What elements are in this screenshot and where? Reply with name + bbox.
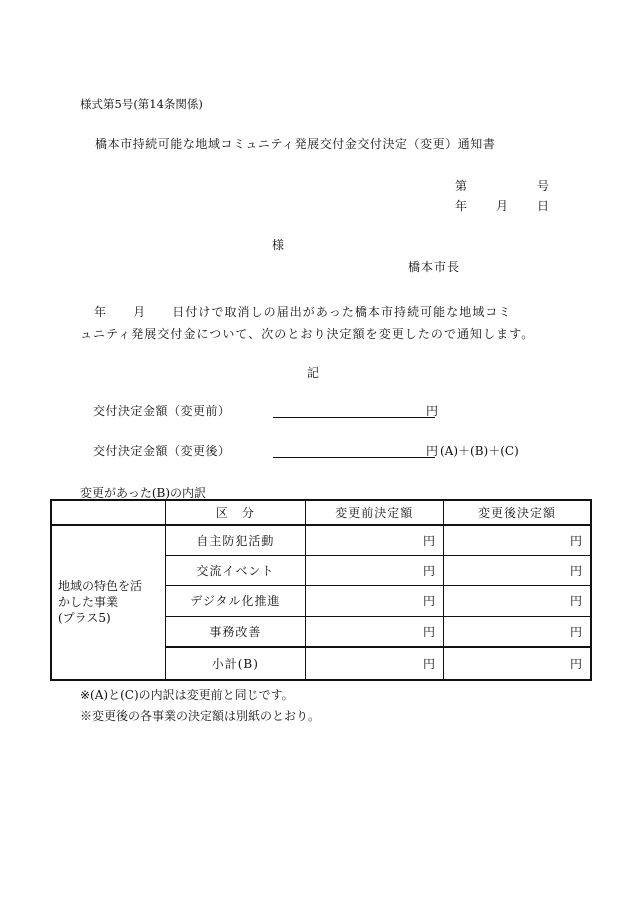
- before-amount: 円: [305, 616, 443, 647]
- category-line: かした事業: [58, 595, 119, 610]
- item-name: デジタル化推進: [166, 586, 305, 616]
- subtotal-label: 小計(B): [166, 647, 305, 680]
- amount-before-unit: 円: [426, 404, 439, 418]
- after-amount: 円: [444, 616, 591, 647]
- item-name: 交流イベント: [166, 556, 305, 586]
- header-category: 区 分: [166, 500, 305, 525]
- date-day: 日: [537, 199, 550, 213]
- form-number: 様式第5号(第14条関係): [80, 97, 203, 111]
- date-year: 年: [455, 199, 468, 213]
- breakdown-table: [50, 499, 592, 681]
- amount-after-label: 交付決定金額（変更後）: [93, 444, 231, 458]
- category-cell: [51, 525, 166, 680]
- subtotal-before: 円: [305, 647, 443, 680]
- after-amount: 円: [444, 586, 591, 616]
- item-name: 事務改善: [166, 616, 305, 647]
- table-row: [51, 525, 591, 556]
- before-amount: 円: [305, 586, 443, 616]
- header-after: 変更後決定額: [444, 500, 591, 525]
- item-name: 自主防犯活動: [166, 525, 305, 556]
- header-blank: [51, 500, 166, 525]
- before-amount: 円: [305, 556, 443, 586]
- note-1: ※(A)と(C)の内訳は変更前と同じです。: [80, 688, 294, 702]
- after-amount: 円: [444, 525, 591, 556]
- amount-before-row: [93, 402, 231, 419]
- after-amount: 円: [444, 556, 591, 586]
- date-month: 月: [496, 199, 509, 213]
- body-line-1: 年 月 日付けで取消しの届出があった橋本市持続可能な地域コミ: [94, 305, 512, 319]
- document-title: 橋本市持続可能な地域コミュニティ発展交付金交付決定（変更）通知書: [95, 137, 496, 151]
- before-amount: 円: [305, 525, 443, 556]
- subtotal-after: 円: [444, 647, 591, 680]
- document-number-go: 号: [537, 179, 550, 193]
- amount-before-label: 交付決定金額（変更前）: [93, 404, 231, 418]
- addressee: 様: [272, 238, 285, 252]
- header-before: 変更前決定額: [305, 500, 443, 525]
- amount-after-underline: [273, 457, 435, 458]
- sender: 橋本市長: [408, 260, 461, 274]
- note-2: ※変更後の各事業の決定額は別紙のとおり。: [80, 709, 321, 723]
- category-line: (プラス5): [58, 611, 111, 626]
- ki-heading: 記: [307, 366, 320, 380]
- table-header-row: [51, 500, 591, 525]
- amount-after-unit: 円: [426, 444, 439, 458]
- body-line-2: ュニティ発展交付金について、次のとおり決定額を変更したので通知します。: [80, 327, 535, 341]
- body-text: [80, 301, 560, 345]
- breakdown-label: 変更があった(B)の内訳: [80, 486, 207, 500]
- document-number-dai: 第: [455, 179, 468, 193]
- amount-after-formula: (A)＋(B)＋(C): [440, 444, 519, 458]
- category-line: 地域の特色を活: [58, 579, 143, 594]
- amount-after-row: [93, 442, 231, 459]
- amount-before-underline: [273, 417, 435, 418]
